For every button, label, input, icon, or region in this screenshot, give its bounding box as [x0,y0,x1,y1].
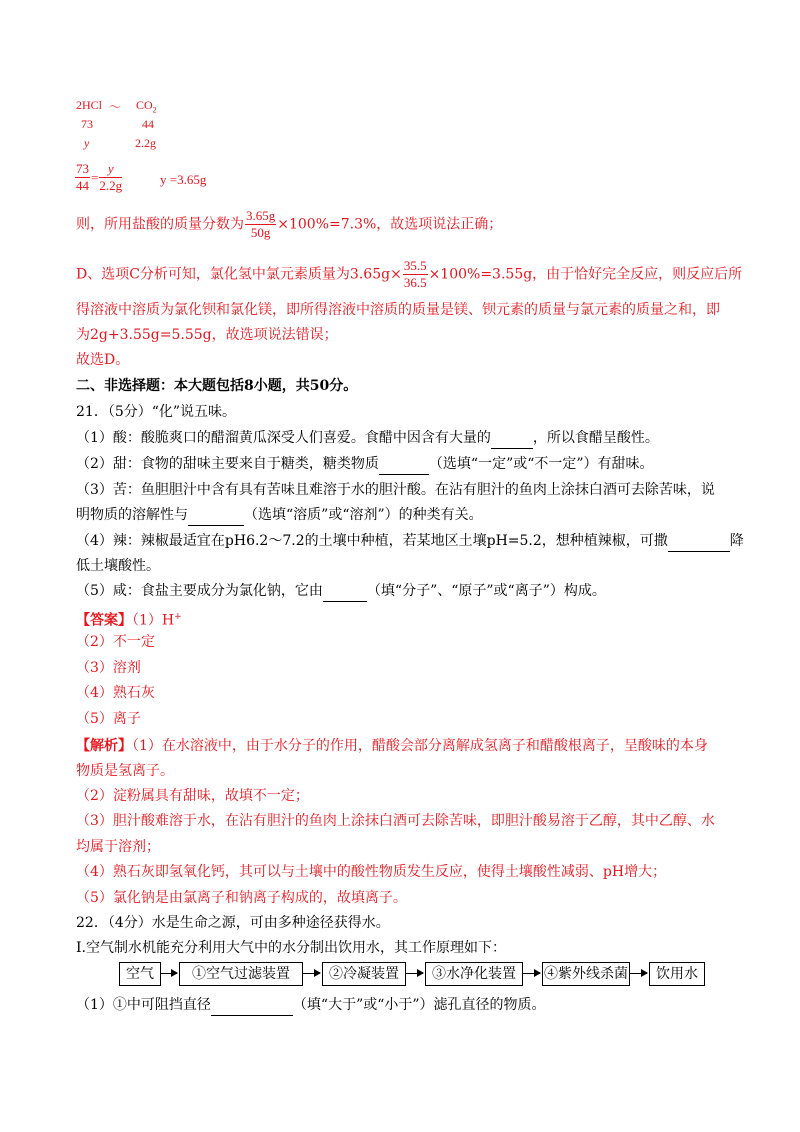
chlorine-fraction: $\frac{35.5}{36.5}$ [403,258,427,290]
q22-title: 22．（4分）水是生命之源，可由多种途径获得水。 [76,915,390,931]
q21-part4-line2: 低土壤酸性。 [76,558,160,574]
analysis-line6: （4）熟石灰即氢氧化钙，其可以与土壤中的酸性物质发生反应，使得土壤酸性减弱、pH增大； [76,864,667,880]
answer-line4: （4）熟石灰 [76,685,155,701]
section-heading: 二、非选择题：本大题包括8小题，共50分。 [76,378,358,394]
answer-line1: 【答案】（1）H+ [76,612,182,629]
q21-part3-line2: 明物质的溶解性与 （选填“溶质”或“溶剂”）的种类有关。 [76,505,483,526]
molar-mass-hcl: 73 [81,117,93,131]
answer-line5: （5）离子 [76,711,141,727]
answer-blank-5 [323,581,367,602]
option-d-line1: D、选项C分析可知，氯化氢中氯元素质量为3.65g× $\frac{35.5}{36.5}$ ×100%=3.55g，由于恰好完全反应，则反应后所 [76,258,743,290]
q21-part5: （5）咸：食盐主要成分为氯化钠，它由 （填“分子”、“原子”或“离子”）构成。 [76,581,606,602]
q22-part1: （1）①中可阻挡直径 （填“大于”或“小于”）滤孔直径的物质。 [76,995,546,1016]
mass-fraction: $\frac{3.65g}{50g}$ [246,208,276,240]
flow-step-water-purifier: ③水净化装置 [425,962,523,986]
equation-right: $CO_2$ [136,98,157,115]
q21-title: 21．（5分）“化”说五味。 [76,404,237,420]
option-d-line2: 得溶液中溶质为氯化钡和氯化镁，即所得溶液中溶质的质量是镁、钡元素的质量与氯元素的质量之和，即 [76,302,720,318]
equation-relation: ～ [109,100,122,114]
answer-blank-1 [491,428,533,449]
molar-mass-co2: 44 [142,117,154,131]
unknown-y: y [84,136,90,150]
flow-arrow [160,973,177,974]
analysis-line5: 均属于溶剂； [76,839,160,855]
result-y: y =3.65g [160,172,207,187]
analysis-line4: （3）胆汁酸难溶于水，在沾有胆汁的鱼肉上涂抹白酒可去除苦味，即胆汁酸易溶于乙醇，其中乙醇、水 [76,813,715,829]
q21-part1: （1）酸：酸脆爽口的醋溜黄瓜深受人们喜爱。食醋中因含有大量的 ，所以食醋呈酸性。 [76,428,659,449]
flow-step-air-filter: ①空气过滤装置 [179,962,303,986]
flow-step-drinking-water: 饮用水 [649,962,705,986]
answer-blank-6 [211,995,293,1016]
q22-intro: I.空气制水机能充分利用大气中的水分制出饮用水，其工作原理如下： [76,940,506,956]
ratio-fraction-right: $\frac{y}{2.2g}$ [99,161,123,193]
flow-step-condenser: ②冷凝装置 [322,962,406,986]
answer-blank-3 [188,505,244,526]
analysis-line2: 物质是氢离子。 [76,763,174,779]
q21-part4-line1: （4）辣：辣椒最适宜在pH6.2～7.2的土壤中种植，若某地区土壤pH=5.2，想种植辣椒，可撒 降 [76,531,744,552]
hydrochloric-acid-fraction-line: 则，所用盐酸的质量分数为 $\frac{3.65g}{50g}$ ×100%=7.3%，故选项说法正确； [76,208,503,240]
analysis-label: 【解析】 [76,738,132,754]
flow-arrow [629,973,647,974]
analysis-line7: （5）氯化钠是由氯离子和钠离子构成的，故填离子。 [76,890,407,906]
flow-arrow [302,973,320,974]
flow-arrow [522,973,540,974]
option-d-conclusion: 故选D。 [76,352,130,368]
option-d-line3: 为2g+3.55g=5.55g，故选项说法错误； [76,327,338,343]
flow-step-uv-sterilizer: ④紫外线杀菌 [542,962,630,986]
answer-blank-2 [379,454,429,475]
analysis-line1: 【解析】（1）在水溶液中，由于水分子的作用，醋酸会部分离解成氢离子和醋酸根离子，呈酸味的本身 [76,738,708,754]
answer-blank-4 [668,531,730,552]
co2-mass: 2.2g [135,136,156,150]
ratio-fraction-left: $\frac{73}{44}$ [76,161,89,193]
answer-line3: （3）溶剂 [76,660,141,676]
q21-part2: （2）甜：食物的甜味主要来自于糖类，糖类物质 （选填“一定”或“不一定”）有甜味。 [76,454,654,475]
answer-line2: （2）不一定 [76,634,155,650]
q21-part3-line1: （3）苦：鱼胆胆汁中含有具有苦味且难溶于水的胆汁酸。在沾有胆汁的鱼肉上涂抹白酒可去除苦味，说 [76,482,715,498]
ratio-equation: $\frac{73}{44}$ = $\frac{y}{2.2g}$ [76,161,123,193]
equation-left: 2HCl [76,98,103,112]
flow-arrow [405,973,423,974]
answer-label: 【答案】 [76,612,132,629]
flow-step-air: 空气 [119,962,161,986]
analysis-line3: （2）淀粉属具有甜味，故填不一定； [76,788,309,804]
